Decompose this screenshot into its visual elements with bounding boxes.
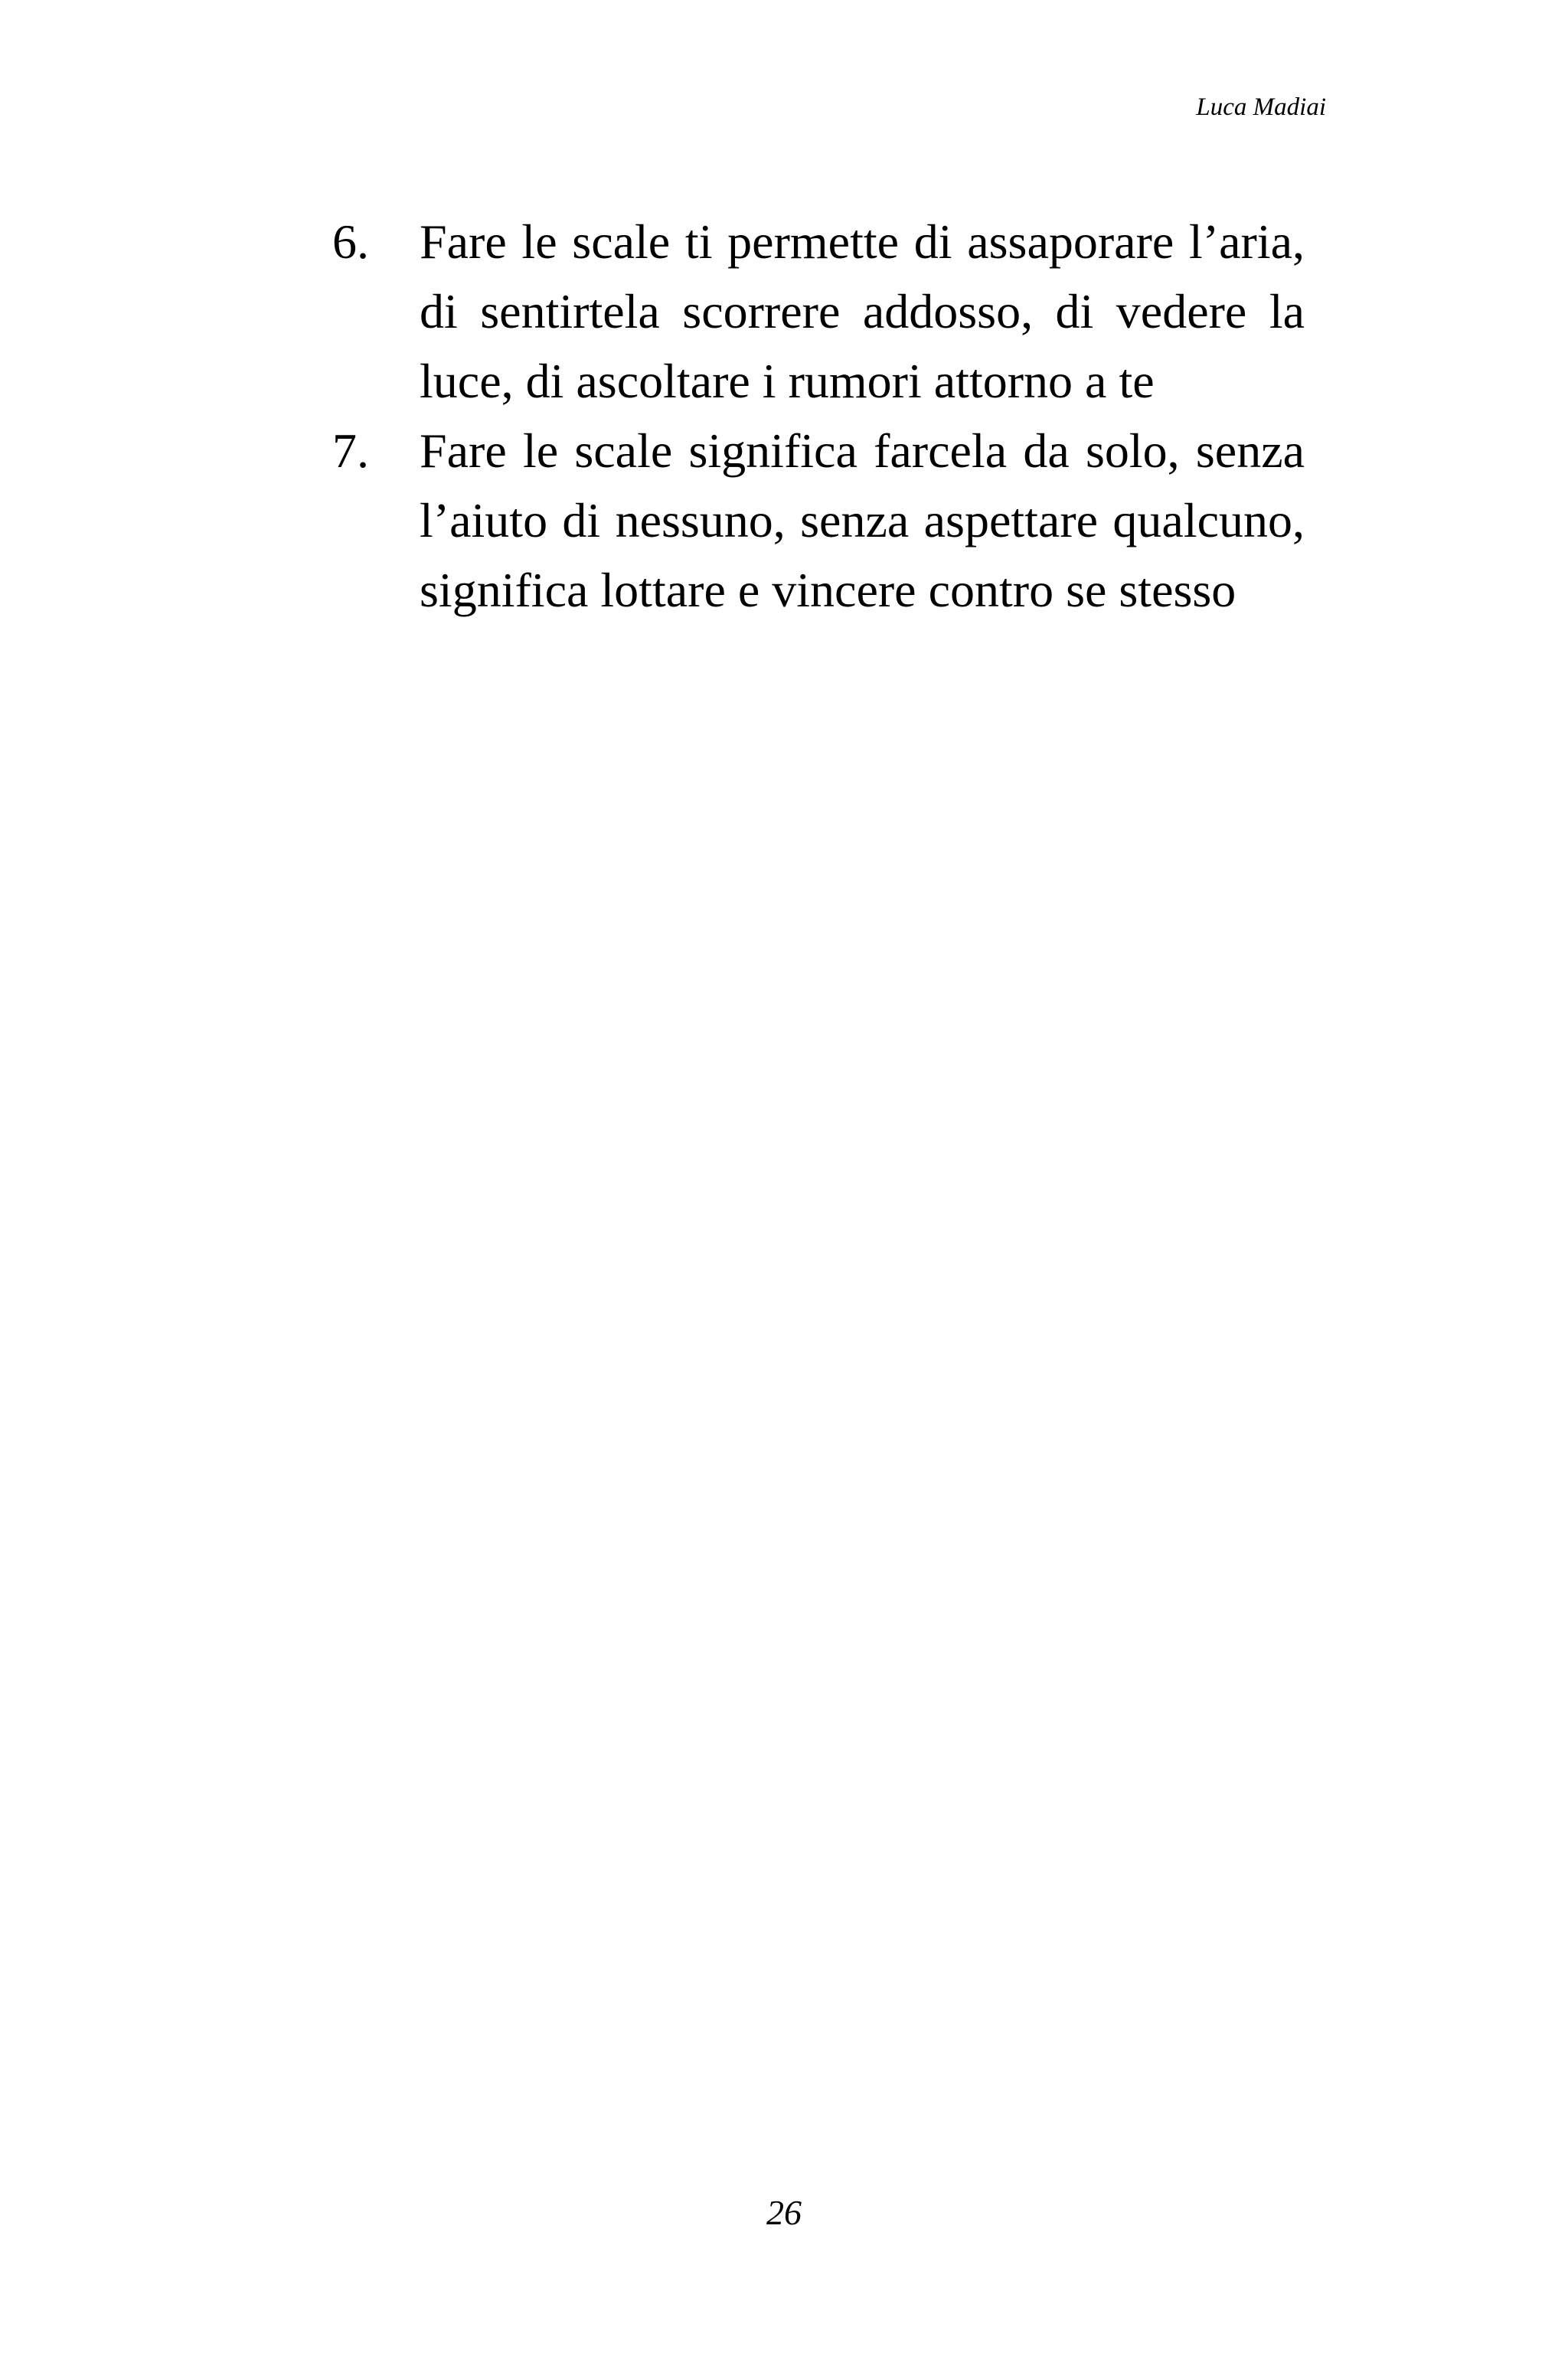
page-number: 26	[766, 2193, 802, 2232]
numbered-list	[332, 207, 1305, 625]
list-item-text: Fare le scale significa farcela da solo, senza l’aiuto di nessuno, senza aspettare qualcuno, significa lottare e vincere contro se stesso	[420, 423, 1305, 617]
list-item	[332, 416, 1305, 625]
list-item-text: Fare le scale ti permette di assaporare l’aria, di sentirtela scorrere addosso, di vedere la luce, di ascoltare i rumori attorno a te	[420, 214, 1305, 408]
running-header-author: Luca Madiai	[1196, 93, 1326, 121]
list-item-number: 6.	[332, 214, 369, 269]
list-item-number: 7.	[332, 423, 369, 478]
list-item	[332, 207, 1305, 416]
